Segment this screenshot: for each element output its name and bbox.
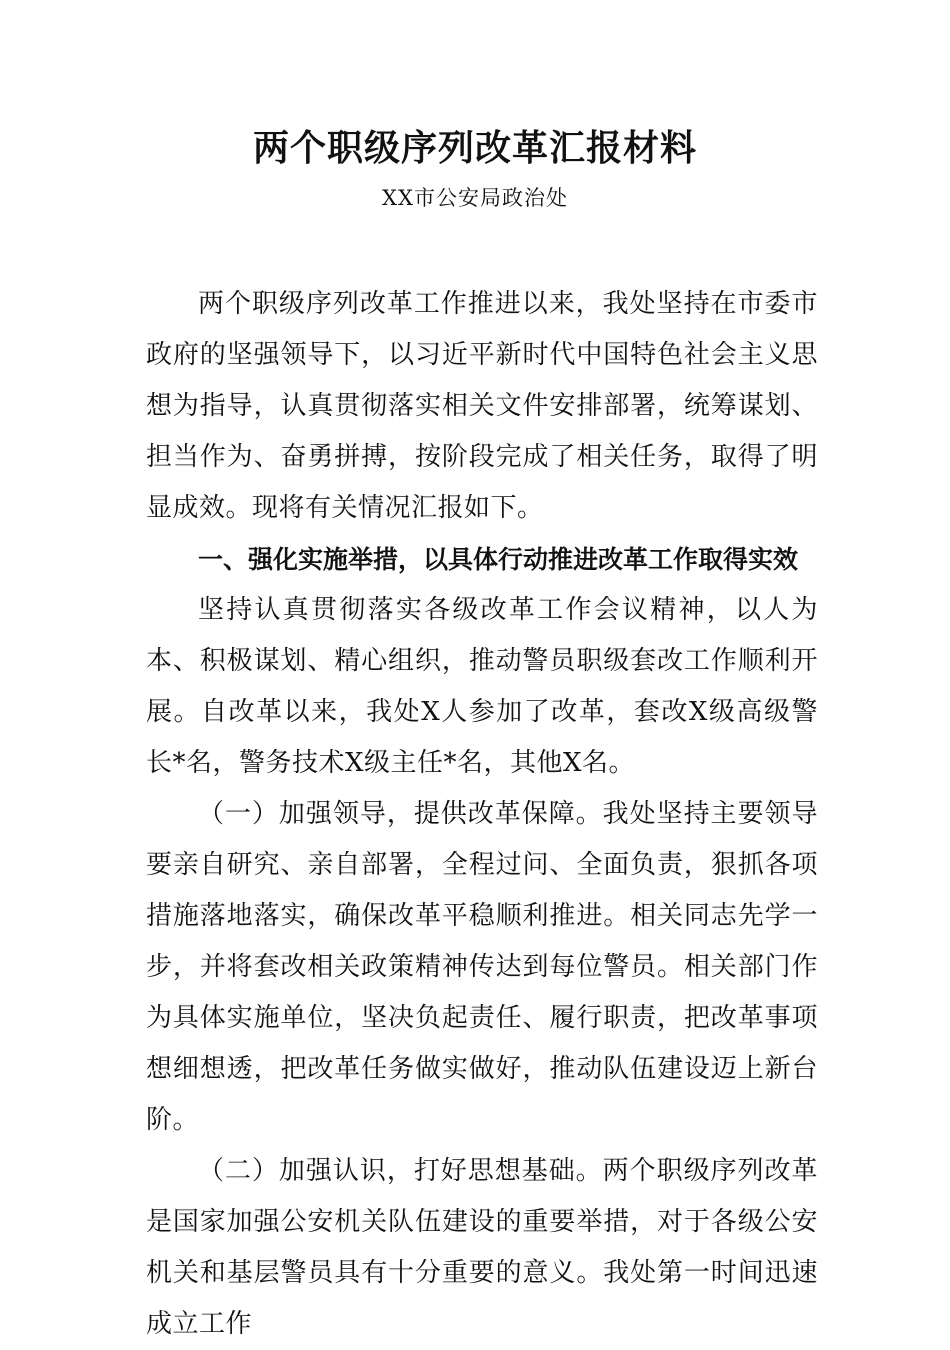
subsection-2-paragraph: （二）加强认识，打好思想基础。两个职级序列改革是国家加强公安机关队伍建设的重要举措，对于各级公安机关和基层警员具有十分重要的意义。我处第一时间迅速成立工作 xyxy=(146,1156,818,1339)
section-1-paragraph: 坚持认真贯彻落实各级改革工作会议精神，以人为本、积极谋划、精心组织，推动警员职级套改工作顺利开展。自改革以来，我处X人参加了改革，套改X级高级警长*名，警务技术X级主任*名，其他X名。 xyxy=(146,595,818,778)
document-body xyxy=(146,279,818,1350)
section-heading-1: 一、强化实施举措，以具体行动推进改革工作取得实效 xyxy=(198,545,799,574)
document-subtitle: XX市公安局政治处 xyxy=(382,186,568,210)
intro-paragraph: 两个职级序列改革工作推进以来，我处坚持在市委市政府的坚强领导下，以习近平新时代中国特色社会主义思想为指导，认真贯彻落实相关文件安排部署，统筹谋划、担当作为、奋勇拼搏，按阶段完成了相关任务，取得了明显成效。现将有关情况汇报如下。 xyxy=(146,289,818,523)
document-title: 两个职级序列改革汇报材料 xyxy=(252,127,697,169)
subsection-1-paragraph: （一）加强领导，提供改革保障。我处坚持主要领导要亲自研究、亲自部署，全程过问、全面负责，狠抓各项措施落地落实，确保改革平稳顺利推进。相关同志先学一步，并将套改相关政策精神传达到每位警员。相关部门作为具体实施单位，坚决负起责任、履行职责，把改革事项想细想透，把改革任务做实做好，推动队伍建设迈上新台阶。 xyxy=(146,799,818,1135)
